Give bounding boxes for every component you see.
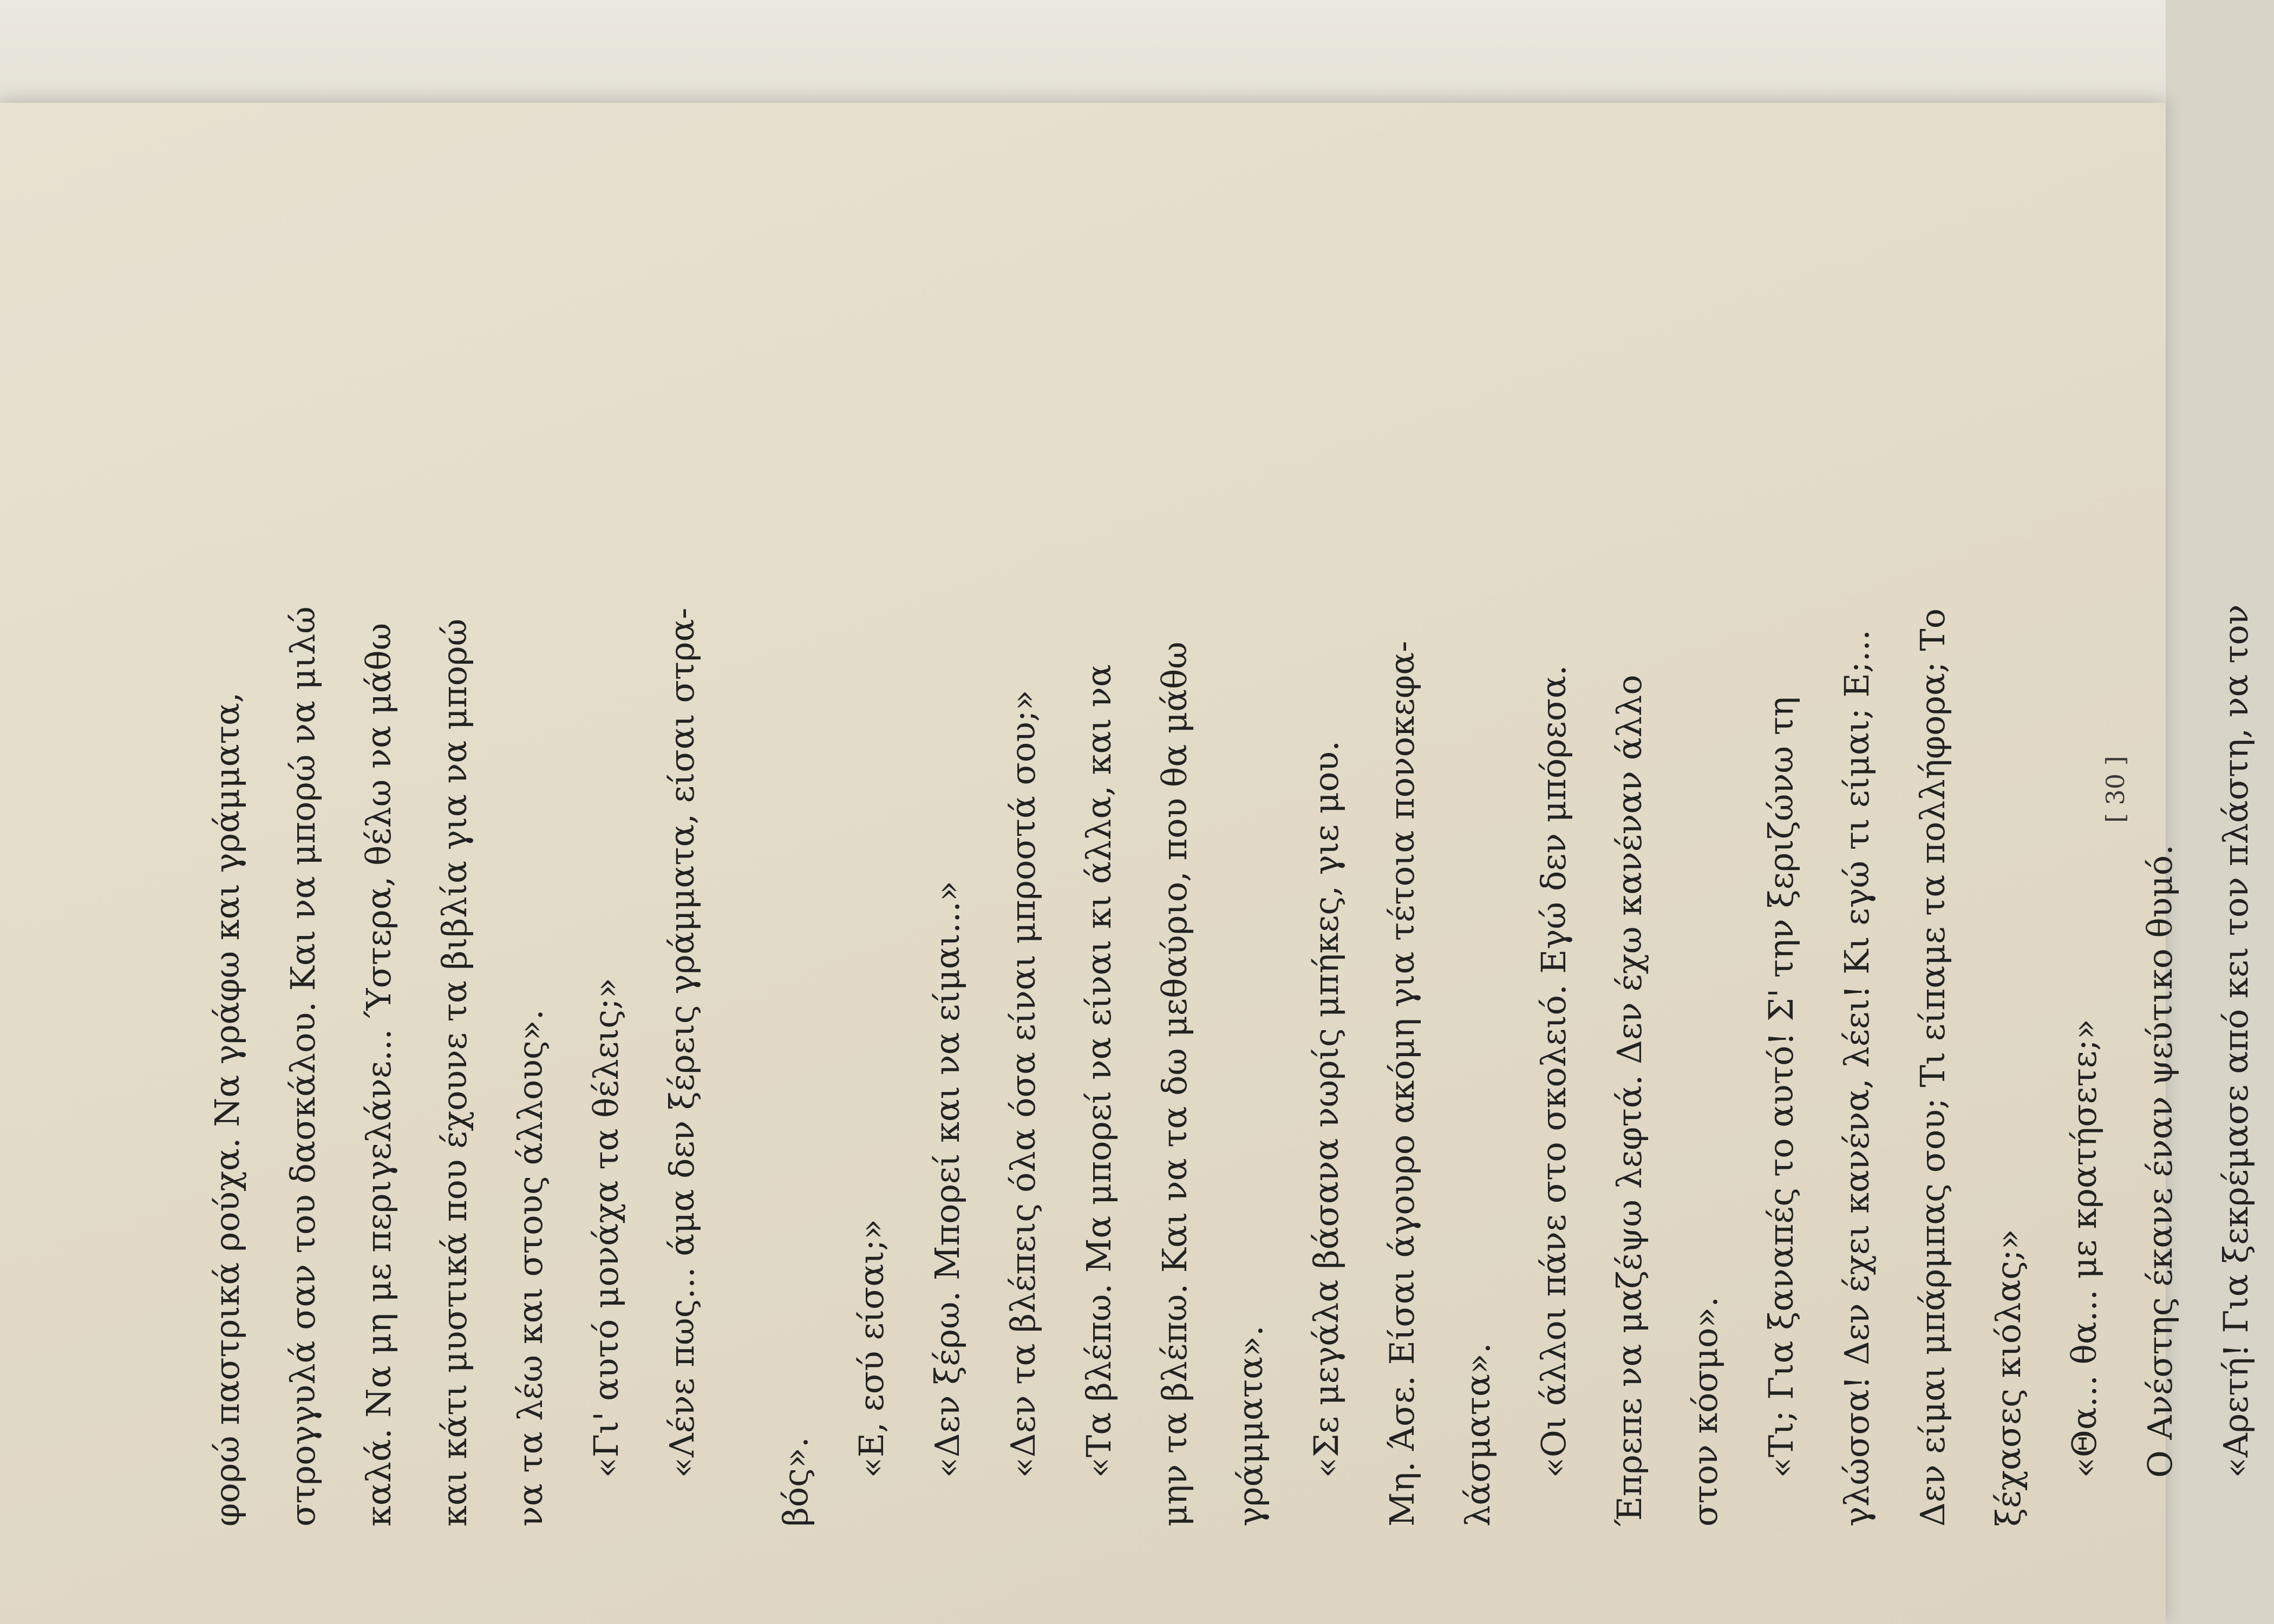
text-line: Έπρεπε να μαζέψω λεφτά. Δεν έχω κανέναν άλλο [1610,675,1649,1527]
line-gap [720,65,758,1527]
text-line: «Λένε πως... άμα δεν ξέρεις γράμματα, είσαι στρα- [662,607,702,1478]
text-line: στρογγυλά σαν του δασκάλου. Και να μπορώ να μιλώ [283,606,323,1527]
text-line: και κάτι μυστικά που έχουνε τα βιβλία για να μπορώ [435,618,474,1527]
text-line: «Τι; Για ξαναπές το αυτό! Σ' την ξεριζώνω τη [1761,696,1801,1478]
text-line: λάσματα». [1458,1343,1498,1527]
text-line: γράμματα». [1231,1325,1270,1527]
text-line: Δεν είμαι μπάρμπας σου; Τι είπαμε τα πολλήφορα; Το [1913,608,1952,1527]
text-line: «Γι' αυτό μονάχα τα θέλεις;» [586,978,626,1478]
text-line: βός». [776,1437,815,1527]
text-line: ξέχασες κιόλας;» [1989,1229,2028,1527]
text-line: «Τα βλέπω. Μα μπορεί να είναι κι άλλα, και να [1079,664,1119,1478]
text-line: «Δεν τα βλέπεις όλα όσα είναι μπροστά σου;» [1003,690,1043,1478]
text-line: καλά. Να μη με περιγελάνε... Ύστερα, θέλω να μάθω [359,623,398,1527]
text-line: Ο Ανέστης έκανε έναν ψεύτικο θυμό. [2140,844,2180,1478]
text-line: να τα λέω και στους άλλους». [511,1009,550,1527]
text-line: «Ε, εσύ είσαι;» [852,1219,891,1478]
text-line: «Δεν ξέρω. Μπορεί και να είμαι...» [927,881,967,1478]
text-line: «Θα... θα... με κρατήσετε;» [2064,1019,2104,1478]
text-line: «Σε μεγάλα βάσανα νωρίς μπήκες, γιε μου. [1306,741,1346,1478]
text-line: γλώσσα! Δεν έχει κανένα, λέει! Κι εγώ τι είμαι; Ε;... [1837,630,1877,1527]
text-line: «Οι άλλοι πάνε στο σκολειό. Εγώ δεν μπόρεσα. [1534,665,1573,1478]
text-line: Μη. Άσε. Είσαι άγουρο ακόμη για τέτοια πονοκεφα- [1382,640,1422,1527]
text-line: «Αρετή! Για ξεκρέμασε από κει τον πλάστη, να τον [2216,604,2256,1478]
text-line: μην τα βλέπω. Και να τα δω μεθαύριο, που θα μάθω [1155,641,1194,1527]
page-number: [ 30 ] [2101,756,2130,823]
text-line: φορώ παστρικά ρούχα. Να γράφω και γράμματα, [207,692,247,1527]
text-line: στον κόσμο». [1685,1296,1725,1527]
